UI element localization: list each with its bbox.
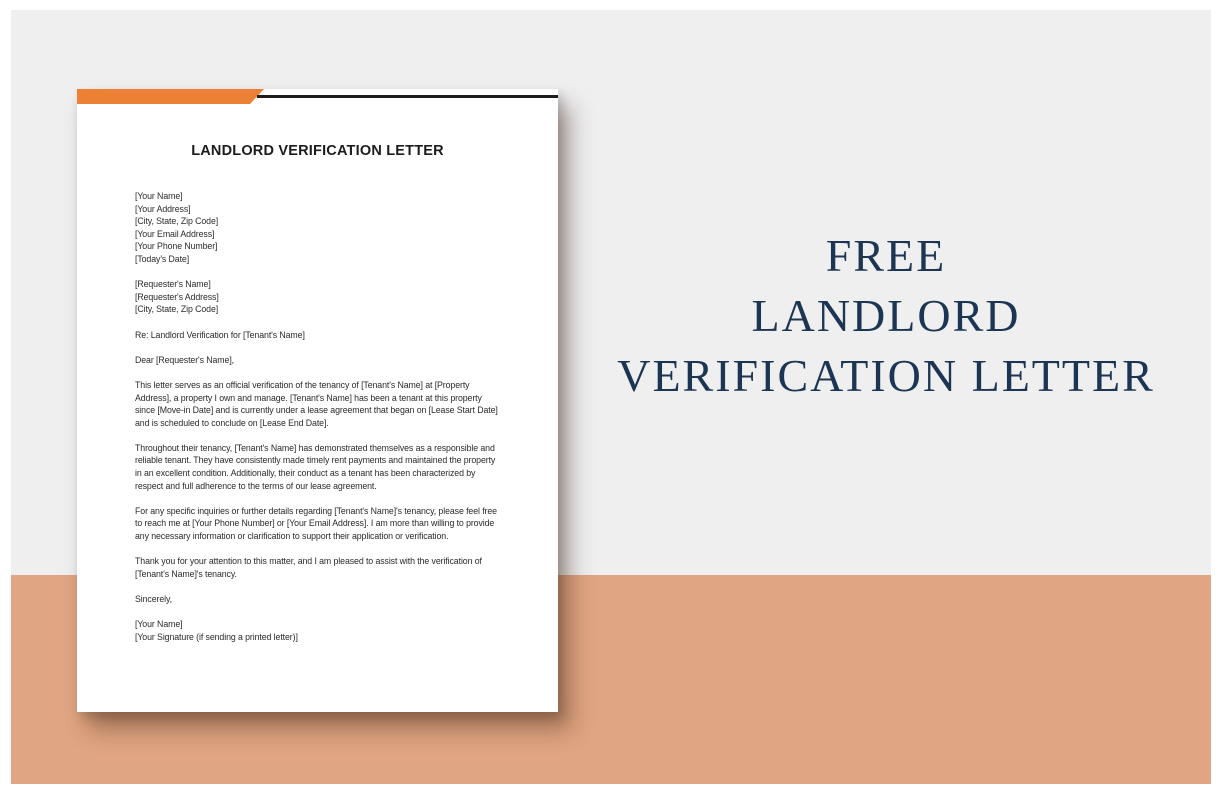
promo-headline-line-3: VERIFICATION LETTER xyxy=(617,350,1155,401)
sender-phone: [Your Phone Number] xyxy=(135,241,218,252)
signature-name: [Your Name] xyxy=(135,619,183,630)
promo-headline-line-1: FREE xyxy=(825,230,947,281)
sender-name: [Your Name] xyxy=(135,191,183,201)
subject-line: Re: Landlord Verification for [Tenant's Name] xyxy=(135,329,305,340)
recipient-city-state-zip: [City, State, Zip Code] xyxy=(135,304,219,315)
signature-block xyxy=(135,618,503,643)
body-paragraph-1: This letter serves as an official verification of the tenancy of [Tenant's Name] at [Property Address], a property I own and manage. [Tenant's Name] has been a tenant at this property since [Move-in Date] and is currently under a lease agreement that began on [Lease Start Date] and is scheduled to conclude on [Lease End Date]. xyxy=(135,379,498,428)
header-rule-line xyxy=(257,95,558,98)
sender-address-block xyxy=(135,190,503,266)
orange-accent-bar xyxy=(77,89,264,104)
body-paragraph-3: For any specific inquiries or further details regarding [Tenant's Name]'s tenancy, please feel free to reach me at [Your Phone Number] or [Your Email Address]. I am more than willing to provide any necessary information or clarification to support their application or verification. xyxy=(135,505,497,542)
letter-title: LANDLORD VERIFICATION LETTER xyxy=(191,143,444,159)
closing: Sincerely, xyxy=(135,594,172,604)
body-paragraph-2: Throughout their tenancy, [Tenant's Name] has demonstrated themselves as a responsible and reliable tenant. They have consistently made timely rent payments and maintained the property in an excellent condition. Additionally, their conduct as a tenant has been characterized by respect and full adherence to the terms of our lease agreement. xyxy=(135,442,496,491)
letter-document-preview xyxy=(77,89,558,712)
promo-headline xyxy=(598,226,1174,406)
body-paragraph-4: Thank you for your attention to this matter, and I am pleased to assist with the verification of [Tenant's Name]'s tenancy. xyxy=(135,556,482,579)
salutation: Dear [Requester's Name], xyxy=(135,354,235,365)
signature-note: [Your Signature (if sending a printed letter)] xyxy=(135,631,298,642)
promo-headline-line-2: LANDLORD xyxy=(751,290,1021,341)
sender-email: [Your Email Address] xyxy=(135,228,215,239)
sender-city-state-zip: [City, State, Zip Code] xyxy=(135,216,219,227)
letter-date: [Today's Date] xyxy=(135,253,190,264)
letter-body xyxy=(135,190,503,656)
recipient-name: [Requester's Name] xyxy=(135,279,211,290)
sender-address: [Your Address] xyxy=(135,203,191,214)
recipient-address: [Requester's Address] xyxy=(135,291,219,302)
recipient-address-block xyxy=(135,278,503,316)
